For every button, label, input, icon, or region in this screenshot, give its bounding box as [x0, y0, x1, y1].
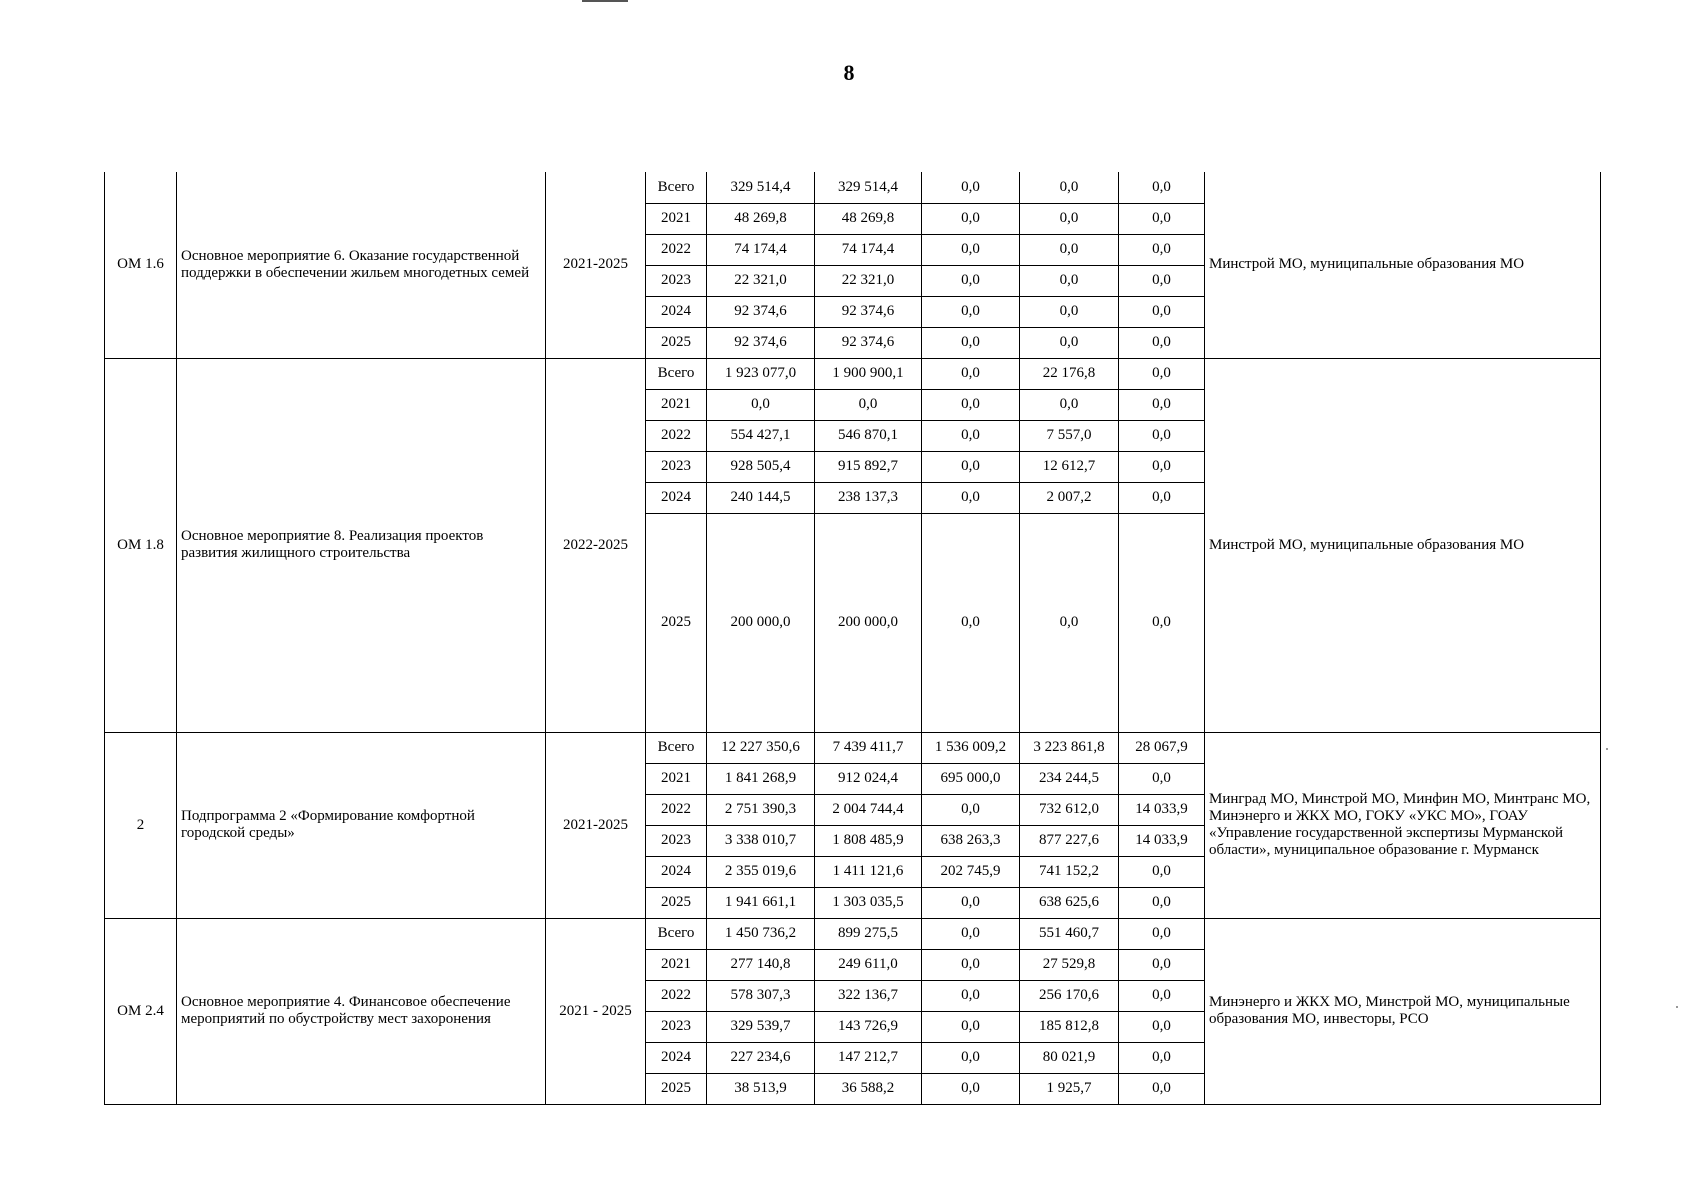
funding-value-col1: 1 923 077,0: [707, 358, 815, 389]
funding-value-col4: 551 460,7: [1020, 918, 1119, 949]
funding-value-col2: 238 137,3: [815, 482, 922, 513]
funding-value-col4: 0,0: [1020, 265, 1119, 296]
funding-value-col5: 0,0: [1119, 482, 1205, 513]
year-cell: 2024: [646, 296, 707, 327]
year-cell: 2021: [646, 203, 707, 234]
funding-value-col5: 0,0: [1119, 980, 1205, 1011]
funding-value-col1: 2 355 019,6: [707, 856, 815, 887]
funding-value-col4: 0,0: [1020, 203, 1119, 234]
funding-value-col4: 0,0: [1020, 296, 1119, 327]
year-cell: 2025: [646, 1073, 707, 1104]
activity-executors: Минград МО, Минстрой МО, Минфин МО, Минтранс МО, Минэнерго и ЖКХ МО, ГОКУ «УКС МО», ГОАУ «Управление государственной экспертизы Мурманской области», муниципальное образование г. Мурманск: [1205, 732, 1601, 918]
year-cell: 2021: [646, 389, 707, 420]
funding-value-col2: 7 439 411,7: [815, 732, 922, 763]
scan-artifact-line: [582, 0, 628, 2]
funding-value-col5: 0,0: [1119, 203, 1205, 234]
funding-value-col5: 28 067,9: [1119, 732, 1205, 763]
year-cell: 2024: [646, 482, 707, 513]
year-cell: 2022: [646, 420, 707, 451]
funding-value-col5: 0,0: [1119, 265, 1205, 296]
funding-value-col2: 92 374,6: [815, 327, 922, 358]
year-cell: 2022: [646, 794, 707, 825]
activity-executors: Минэнерго и ЖКХ МО, Минстрой МО, муниципальные образования МО, инвесторы, РСО: [1205, 918, 1601, 1104]
year-cell: 2023: [646, 451, 707, 482]
funding-value-col3: 1 536 009,2: [922, 732, 1020, 763]
year-cell: 2021: [646, 949, 707, 980]
funding-value-col3: 638 263,3: [922, 825, 1020, 856]
funding-value-col4: 0,0: [1020, 389, 1119, 420]
funding-value-col1: 240 144,5: [707, 482, 815, 513]
funding-value-col5: 14 033,9: [1119, 825, 1205, 856]
funding-value-col5: 14 033,9: [1119, 794, 1205, 825]
funding-value-col3: 0,0: [922, 949, 1020, 980]
activity-code: ОМ 1.6: [105, 172, 177, 358]
table-row: [105, 918, 1601, 949]
funding-value-col5: 0,0: [1119, 327, 1205, 358]
funding-value-col3: 0,0: [922, 451, 1020, 482]
funding-value-col3: 0,0: [922, 482, 1020, 513]
funding-value-col3: 0,0: [922, 980, 1020, 1011]
funding-value-col1: 1 941 661,1: [707, 887, 815, 918]
funding-value-col1: 329 514,4: [707, 172, 815, 203]
table-row: [105, 172, 1601, 203]
funding-value-col1: 277 140,8: [707, 949, 815, 980]
funding-value-col5: 0,0: [1119, 451, 1205, 482]
funding-value-col5: 0,0: [1119, 887, 1205, 918]
funding-value-col4: 877 227,6: [1020, 825, 1119, 856]
funding-value-col4: 638 625,6: [1020, 887, 1119, 918]
funding-value-col2: 0,0: [815, 389, 922, 420]
funding-value-col1: 554 427,1: [707, 420, 815, 451]
funding-value-col4: 80 021,9: [1020, 1042, 1119, 1073]
funding-value-col1: 928 505,4: [707, 451, 815, 482]
table-row: [105, 732, 1601, 763]
activity-code: ОМ 2.4: [105, 918, 177, 1104]
funding-value-col2: 899 275,5: [815, 918, 922, 949]
funding-value-col4: 1 925,7: [1020, 1073, 1119, 1104]
funding-value-col3: 0,0: [922, 358, 1020, 389]
funding-value-col1: 200 000,0: [707, 513, 815, 732]
funding-value-col3: 0,0: [922, 203, 1020, 234]
funding-value-col3: 0,0: [922, 296, 1020, 327]
year-cell: 2024: [646, 1042, 707, 1073]
funding-value-col1: 12 227 350,6: [707, 732, 815, 763]
activity-name: Основное мероприятие 6. Оказание государственной поддержки в обеспечении жильем многодетных семей: [177, 172, 546, 358]
funding-value-col3: 0,0: [922, 513, 1020, 732]
funding-value-col4: 732 612,0: [1020, 794, 1119, 825]
funding-value-col2: 1 303 035,5: [815, 887, 922, 918]
activity-executors: Минстрой МО, муниципальные образования МО: [1205, 172, 1601, 358]
funding-value-col5: 0,0: [1119, 918, 1205, 949]
year-cell: Всего: [646, 732, 707, 763]
funding-value-col5: 0,0: [1119, 172, 1205, 203]
funding-value-col1: 227 234,6: [707, 1042, 815, 1073]
funding-value-col1: 0,0: [707, 389, 815, 420]
funding-value-col1: 578 307,3: [707, 980, 815, 1011]
funding-value-col1: 92 374,6: [707, 296, 815, 327]
funding-value-col4: 0,0: [1020, 327, 1119, 358]
activity-code: ОМ 1.8: [105, 358, 177, 732]
funding-value-col2: 22 321,0: [815, 265, 922, 296]
funding-value-col2: 48 269,8: [815, 203, 922, 234]
funding-value-col4: 12 612,7: [1020, 451, 1119, 482]
funding-value-col2: 1 808 485,9: [815, 825, 922, 856]
funding-value-col2: 1 900 900,1: [815, 358, 922, 389]
funding-value-col2: 912 024,4: [815, 763, 922, 794]
funding-value-col5: 0,0: [1119, 420, 1205, 451]
activity-name: Подпрограмма 2 «Формирование комфортной городской среды»: [177, 732, 546, 918]
year-cell: 2023: [646, 825, 707, 856]
funding-value-col5: 0,0: [1119, 513, 1205, 732]
funding-value-col5: 0,0: [1119, 1042, 1205, 1073]
funding-value-col3: 0,0: [922, 1011, 1020, 1042]
funding-value-col1: 22 321,0: [707, 265, 815, 296]
year-cell: 2024: [646, 856, 707, 887]
funding-value-col5: 0,0: [1119, 1011, 1205, 1042]
funding-value-col3: 0,0: [922, 234, 1020, 265]
year-cell: 2023: [646, 265, 707, 296]
funding-value-col1: 74 174,4: [707, 234, 815, 265]
year-cell: 2025: [646, 887, 707, 918]
year-cell: 2023: [646, 1011, 707, 1042]
funding-value-col3: 0,0: [922, 887, 1020, 918]
funding-value-col3: 0,0: [922, 389, 1020, 420]
funding-value-col2: 36 588,2: [815, 1073, 922, 1104]
funding-value-col4: 0,0: [1020, 172, 1119, 203]
year-cell: Всего: [646, 918, 707, 949]
funding-value-col3: 695 000,0: [922, 763, 1020, 794]
year-cell: 2025: [646, 513, 707, 732]
funding-value-col2: 2 004 744,4: [815, 794, 922, 825]
funding-value-col4: 256 170,6: [1020, 980, 1119, 1011]
funding-value-col4: 2 007,2: [1020, 482, 1119, 513]
activity-name: Основное мероприятие 4. Финансовое обеспечение мероприятий по обустройству мест захоронения: [177, 918, 546, 1104]
funding-value-col2: 322 136,7: [815, 980, 922, 1011]
funding-value-col1: 1 841 268,9: [707, 763, 815, 794]
funding-value-col4: 3 223 861,8: [1020, 732, 1119, 763]
funding-value-col5: 0,0: [1119, 358, 1205, 389]
funding-value-col4: 27 529,8: [1020, 949, 1119, 980]
funding-value-col3: 0,0: [922, 420, 1020, 451]
funding-value-col1: 38 513,9: [707, 1073, 815, 1104]
funding-value-col2: 1 411 121,6: [815, 856, 922, 887]
activity-code: 2: [105, 732, 177, 918]
funding-value-col4: 185 812,8: [1020, 1011, 1119, 1042]
funding-value-col4: 7 557,0: [1020, 420, 1119, 451]
year-cell: 2022: [646, 980, 707, 1011]
funding-value-col3: 0,0: [922, 265, 1020, 296]
funding-value-col3: 0,0: [922, 172, 1020, 203]
funding-value-col2: 915 892,7: [815, 451, 922, 482]
funding-value-col5: 0,0: [1119, 763, 1205, 794]
funding-value-col3: 0,0: [922, 918, 1020, 949]
funding-value-col2: 249 611,0: [815, 949, 922, 980]
activity-executors: Минстрой МО, муниципальные образования МО: [1205, 358, 1601, 732]
table-body: [105, 172, 1601, 1104]
activity-period: 2021 - 2025: [546, 918, 646, 1104]
funding-value-col1: 2 751 390,3: [707, 794, 815, 825]
funding-value-col5: 0,0: [1119, 856, 1205, 887]
year-cell: 2021: [646, 763, 707, 794]
activity-period: 2022-2025: [546, 358, 646, 732]
funding-value-col4: 0,0: [1020, 513, 1119, 732]
year-cell: Всего: [646, 172, 707, 203]
funding-value-col1: 329 539,7: [707, 1011, 815, 1042]
year-cell: 2025: [646, 327, 707, 358]
funding-value-col4: 22 176,8: [1020, 358, 1119, 389]
funding-value-col1: 1 450 736,2: [707, 918, 815, 949]
scan-dot: [1606, 748, 1608, 750]
funding-value-col5: 0,0: [1119, 949, 1205, 980]
year-cell: 2022: [646, 234, 707, 265]
funding-value-col5: 0,0: [1119, 296, 1205, 327]
funding-value-col4: 741 152,2: [1020, 856, 1119, 887]
funding-value-col3: 0,0: [922, 1042, 1020, 1073]
activity-name: Основное мероприятие 8. Реализация проектов развития жилищного строительства: [177, 358, 546, 732]
funding-value-col2: 329 514,4: [815, 172, 922, 203]
funding-value-col2: 143 726,9: [815, 1011, 922, 1042]
funding-value-col3: 0,0: [922, 327, 1020, 358]
funding-value-col1: 92 374,6: [707, 327, 815, 358]
funding-value-col5: 0,0: [1119, 234, 1205, 265]
funding-value-col5: 0,0: [1119, 389, 1205, 420]
funding-value-col2: 546 870,1: [815, 420, 922, 451]
funding-value-col4: 234 244,5: [1020, 763, 1119, 794]
activity-period: 2021-2025: [546, 732, 646, 918]
funding-value-col2: 92 374,6: [815, 296, 922, 327]
funding-value-col2: 147 212,7: [815, 1042, 922, 1073]
funding-value-col1: 3 338 010,7: [707, 825, 815, 856]
funding-value-col2: 74 174,4: [815, 234, 922, 265]
year-cell: Всего: [646, 358, 707, 389]
scan-dot: [1676, 1006, 1678, 1008]
funding-value-col3: 0,0: [922, 1073, 1020, 1104]
funding-value-col3: 0,0: [922, 794, 1020, 825]
funding-value-col2: 200 000,0: [815, 513, 922, 732]
funding-value-col1: 48 269,8: [707, 203, 815, 234]
activity-period: 2021-2025: [546, 172, 646, 358]
funding-value-col4: 0,0: [1020, 234, 1119, 265]
funding-value-col3: 202 745,9: [922, 856, 1020, 887]
program-funding-table: [104, 172, 1601, 1105]
funding-value-col5: 0,0: [1119, 1073, 1205, 1104]
table-row: [105, 358, 1601, 389]
page-number: 8: [843, 60, 855, 85]
